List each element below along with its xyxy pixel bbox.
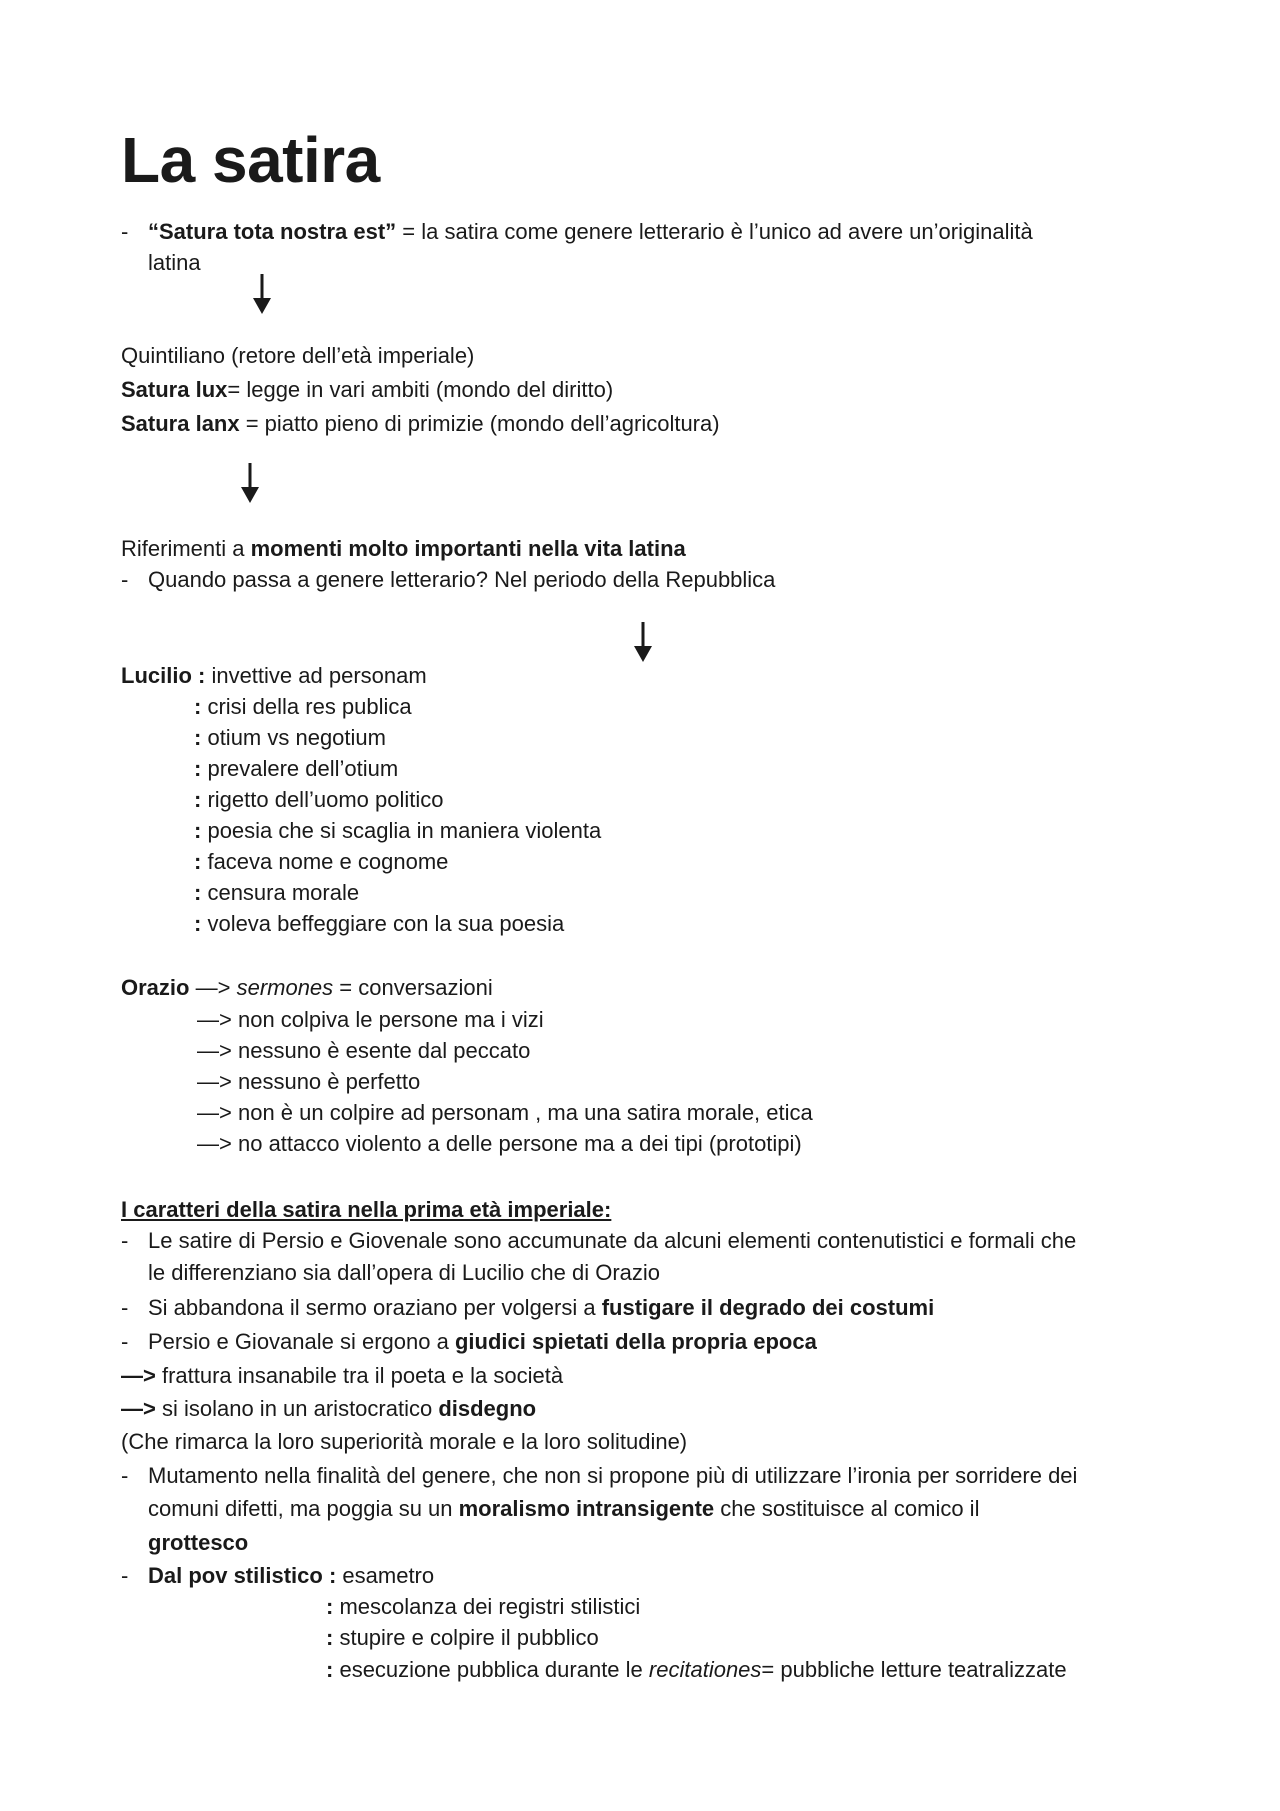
bullet-dash: - xyxy=(121,1228,129,1253)
caratteri-arrow-2: —> si isolano in un aristocratico disdegno xyxy=(121,1396,537,1421)
lucilio-item: : censura morale xyxy=(194,880,360,905)
lucilio-item: : poesia che si scaglia in maniera violenta xyxy=(194,818,602,843)
caratteri-b1-line1: Le satire di Persio e Giovenale sono accumunate da alcuni elementi contenutistici e formali che xyxy=(148,1228,1077,1253)
satura-lanx-def: = piatto pieno di primizie (mondo dell’agricoltura) xyxy=(239,411,720,436)
orazio-item: —> non è un colpire ad personam , ma una satira morale, etica xyxy=(197,1100,813,1125)
satura-quote: “Satura tota nostra est” xyxy=(148,219,397,244)
bullet-dash: - xyxy=(121,1563,129,1588)
stilistico-item: : esecuzione pubblica durante le recitationes= pubbliche letture teatralizzate xyxy=(326,1657,1067,1682)
page-title: La satira xyxy=(121,124,380,196)
down-arrow-icon xyxy=(631,620,655,664)
bullet-dash: - xyxy=(121,1329,129,1354)
riferimenti-prefix: Riferimenti a xyxy=(121,536,251,561)
lucilio-item: : crisi della res publica xyxy=(194,694,412,719)
intro-line-2: latina xyxy=(148,250,201,275)
caratteri-paren: (Che rimarca la loro superiorità morale e la loro solitudine) xyxy=(121,1429,688,1454)
down-arrow-icon xyxy=(250,272,274,316)
satura-lanx-line xyxy=(121,409,720,439)
stilistico-item: : stupire e colpire il pubblico xyxy=(326,1625,599,1650)
orazio-line xyxy=(121,973,493,1003)
satura-lanx-term: Satura lanx xyxy=(121,411,240,436)
caratteri-b1-line2: le differenziano sia dall’opera di Lucilio che di Orazio xyxy=(148,1260,661,1285)
caratteri-b2: Si abbandona il sermo oraziano per volgersi a fustigare il degrado dei costumi xyxy=(148,1295,935,1320)
caratteri-b4-line3: grottesco xyxy=(148,1530,249,1555)
down-arrow-icon xyxy=(238,461,262,505)
satura-lux-term: Satura lux xyxy=(121,377,228,402)
satura-lux-def: = legge in vari ambiti (mondo del diritto) xyxy=(227,377,614,402)
caratteri-b4-line1: Mutamento nella finalità del genere, che non si propone più di utilizzare l’ironia per sorridere dei xyxy=(148,1463,1078,1488)
caratteri-arrow-1: —> frattura insanabile tra il poeta e la società xyxy=(121,1363,564,1388)
stilistico-item: : mescolanza dei registri stilistici xyxy=(326,1594,641,1619)
sermones-term: sermones xyxy=(236,975,334,1000)
riferimenti-line xyxy=(121,534,686,564)
bullet-dash: - xyxy=(121,567,129,592)
orazio-name: Orazio xyxy=(121,975,190,1000)
caratteri-b3: Persio e Giovanale si ergono a giudici spietati della propria epoca xyxy=(148,1329,817,1354)
bullet-dash: - xyxy=(121,219,129,244)
lucilio-line xyxy=(121,661,427,691)
repubblica-line: Quando passa a genere letterario? Nel periodo della Repubblica xyxy=(148,567,776,592)
sermones-def: = conversazioni xyxy=(333,975,493,1000)
satura-lux-line xyxy=(121,375,613,405)
orazio-item: —> nessuno è perfetto xyxy=(197,1069,421,1094)
intro-line-1 xyxy=(148,217,1033,247)
bullet-dash: - xyxy=(121,1295,129,1320)
bullet-dash: - xyxy=(121,1463,129,1488)
riferimenti-bold: momenti molto importanti nella vita latina xyxy=(250,536,686,561)
orazio-item: —> nessuno è esente dal peccato xyxy=(197,1038,531,1063)
orazio-item: —> no attacco violento a delle persone ma a dei tipi (prototipi) xyxy=(197,1131,802,1156)
section-heading: I caratteri della satira nella prima età imperiale: xyxy=(121,1197,612,1222)
caratteri-b4-line2: comuni difetti, ma poggia su un moralismo intransigente che sostituisce al comico il xyxy=(148,1496,980,1521)
quintiliano-line: Quintiliano (retore dell’età imperiale) xyxy=(121,343,475,368)
lucilio-item: invettive ad personam xyxy=(211,663,427,688)
orazio-item: —> non colpiva le persone ma i vizi xyxy=(197,1007,544,1032)
stilistico-line: Dal pov stilistico : esametro xyxy=(148,1563,435,1588)
lucilio-item: : prevalere dell’otium xyxy=(194,756,399,781)
lucilio-item: : otium vs negotium xyxy=(194,725,386,750)
lucilio-item: : voleva beffeggiare con la sua poesia xyxy=(194,911,565,936)
lucilio-item: : faceva nome e cognome xyxy=(194,849,449,874)
lucilio-name: Lucilio : xyxy=(121,663,206,688)
lucilio-item: : rigetto dell’uomo politico xyxy=(194,787,444,812)
intro-definition: = la satira come genere letterario è l’unico ad avere un’originalità xyxy=(396,219,1033,244)
arrow-text: —> xyxy=(195,975,231,1000)
